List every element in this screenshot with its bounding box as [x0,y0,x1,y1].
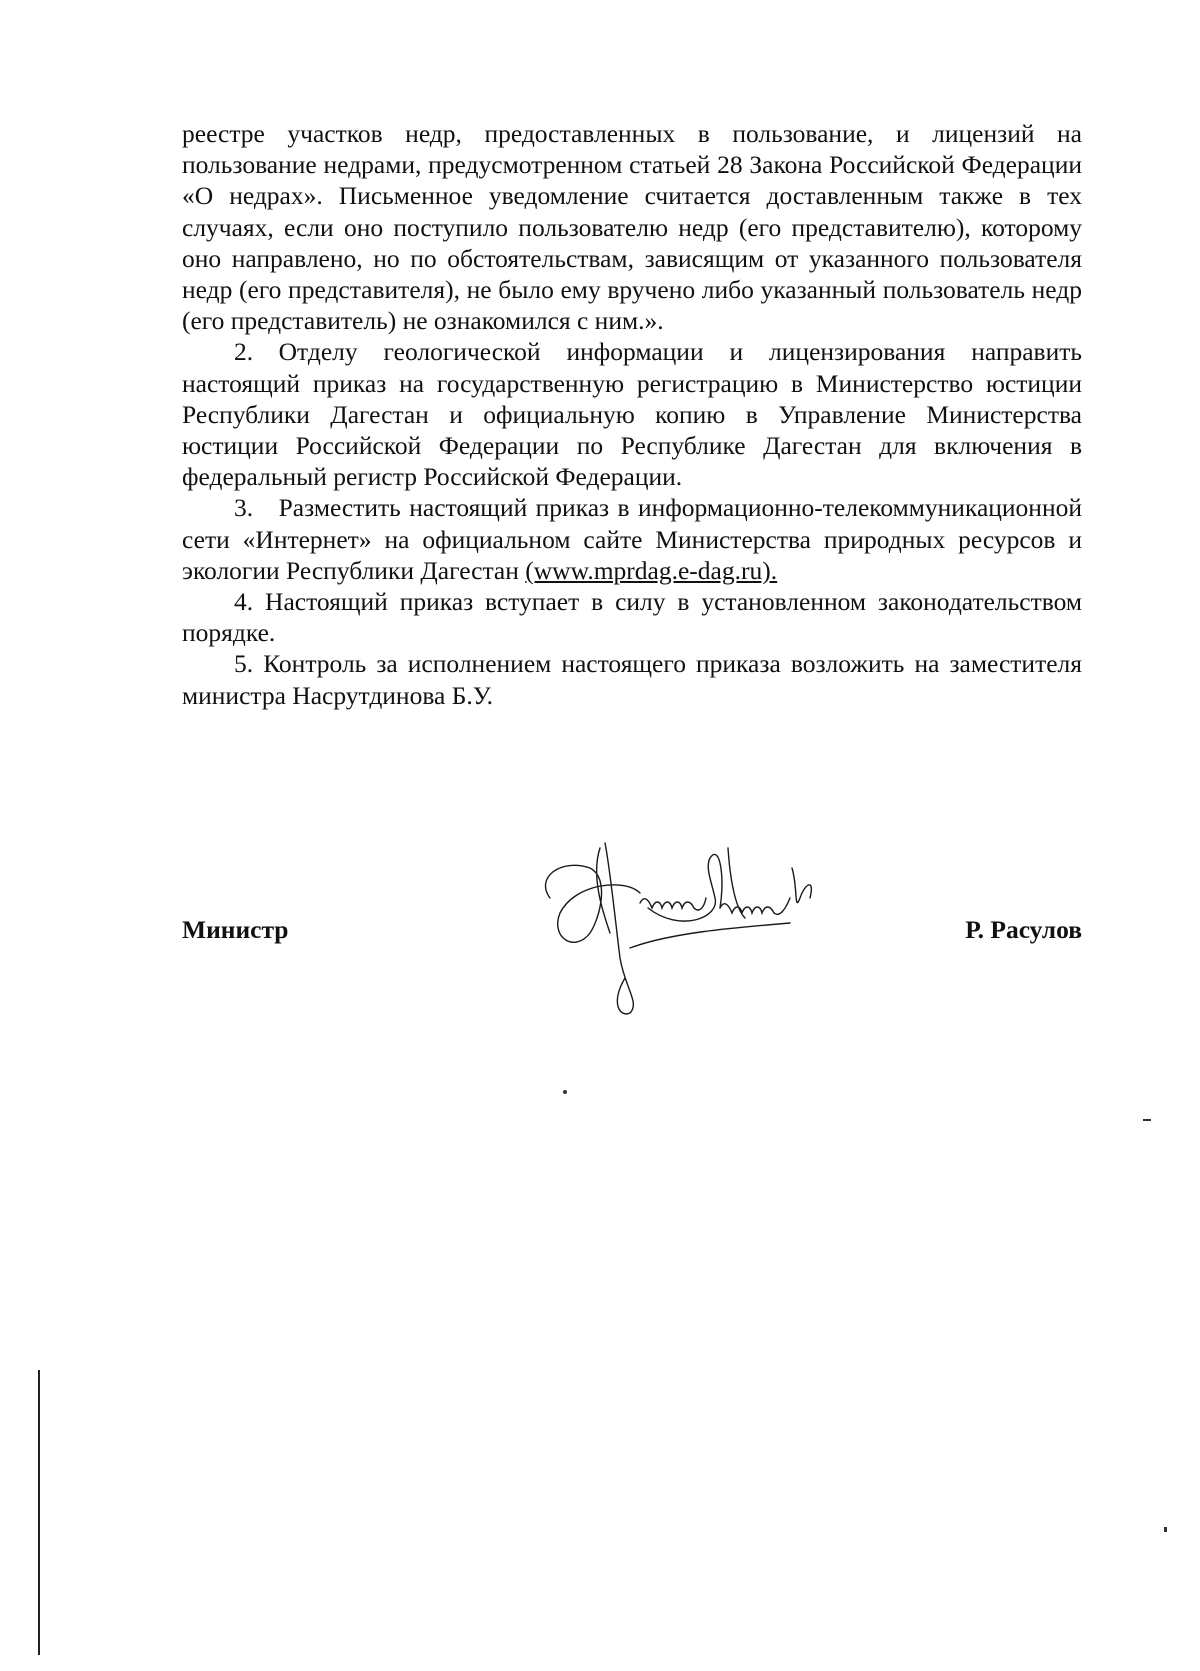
scan-speck [1164,1527,1167,1532]
item-3-text: 3. Разместить настоящий приказ в информационно-телекоммуникационной сети «Интернет» на официальном сайте Министерства природных ресурсов и экологии Республики Дагестан [182,493,1082,585]
scan-speck [563,1090,567,1094]
item-2-paragraph: 2. Отделу геологической информации и лицензирования направить настоящий приказ на государственную регистрацию в Министерство юстиции Республики Дагестан и официальную копию в Управление Министерства юстиции Российской Федерации по Республике Дагестан для включения в федеральный регистр Российской Федерации. [182,337,1082,492]
signatory-name: Р. Расулов [965,915,1082,944]
item-4-paragraph: 4. Настоящий приказ вступает в силу в установленном законодательством порядке. [182,587,1082,648]
item-3-paragraph [182,492,1082,586]
continuation-paragraph: реестре участков недр, предоставленных в пользование, и лицензий на пользование недрами, предусмотренном статьей 28 Закона Российской Федерации «О недрах». Письменное уведомление считается доставленным также в тех случаях, если оно поступило пользователю недр (его представителю), которому оно направлено, но по обстоятельствам, зависящим от указанного пользователя недр (его представителя), не было ему вручено либо указанный пользователь недр (его представитель) не ознакомился с ним.». [182,119,1082,336]
website-link[interactable]: (www.mprdag.e-dag.ru). [525,555,778,585]
scan-speck [1143,1119,1151,1121]
signatory-title: Министр [182,915,289,944]
document-body [182,118,1082,711]
handwritten-signature [530,838,860,1018]
item-5-paragraph: 5. Контроль за исполнением настоящего приказа возложить на заместителя министра Насрутдинова Б.У. [182,649,1082,710]
scan-edge-line [38,1370,40,1655]
